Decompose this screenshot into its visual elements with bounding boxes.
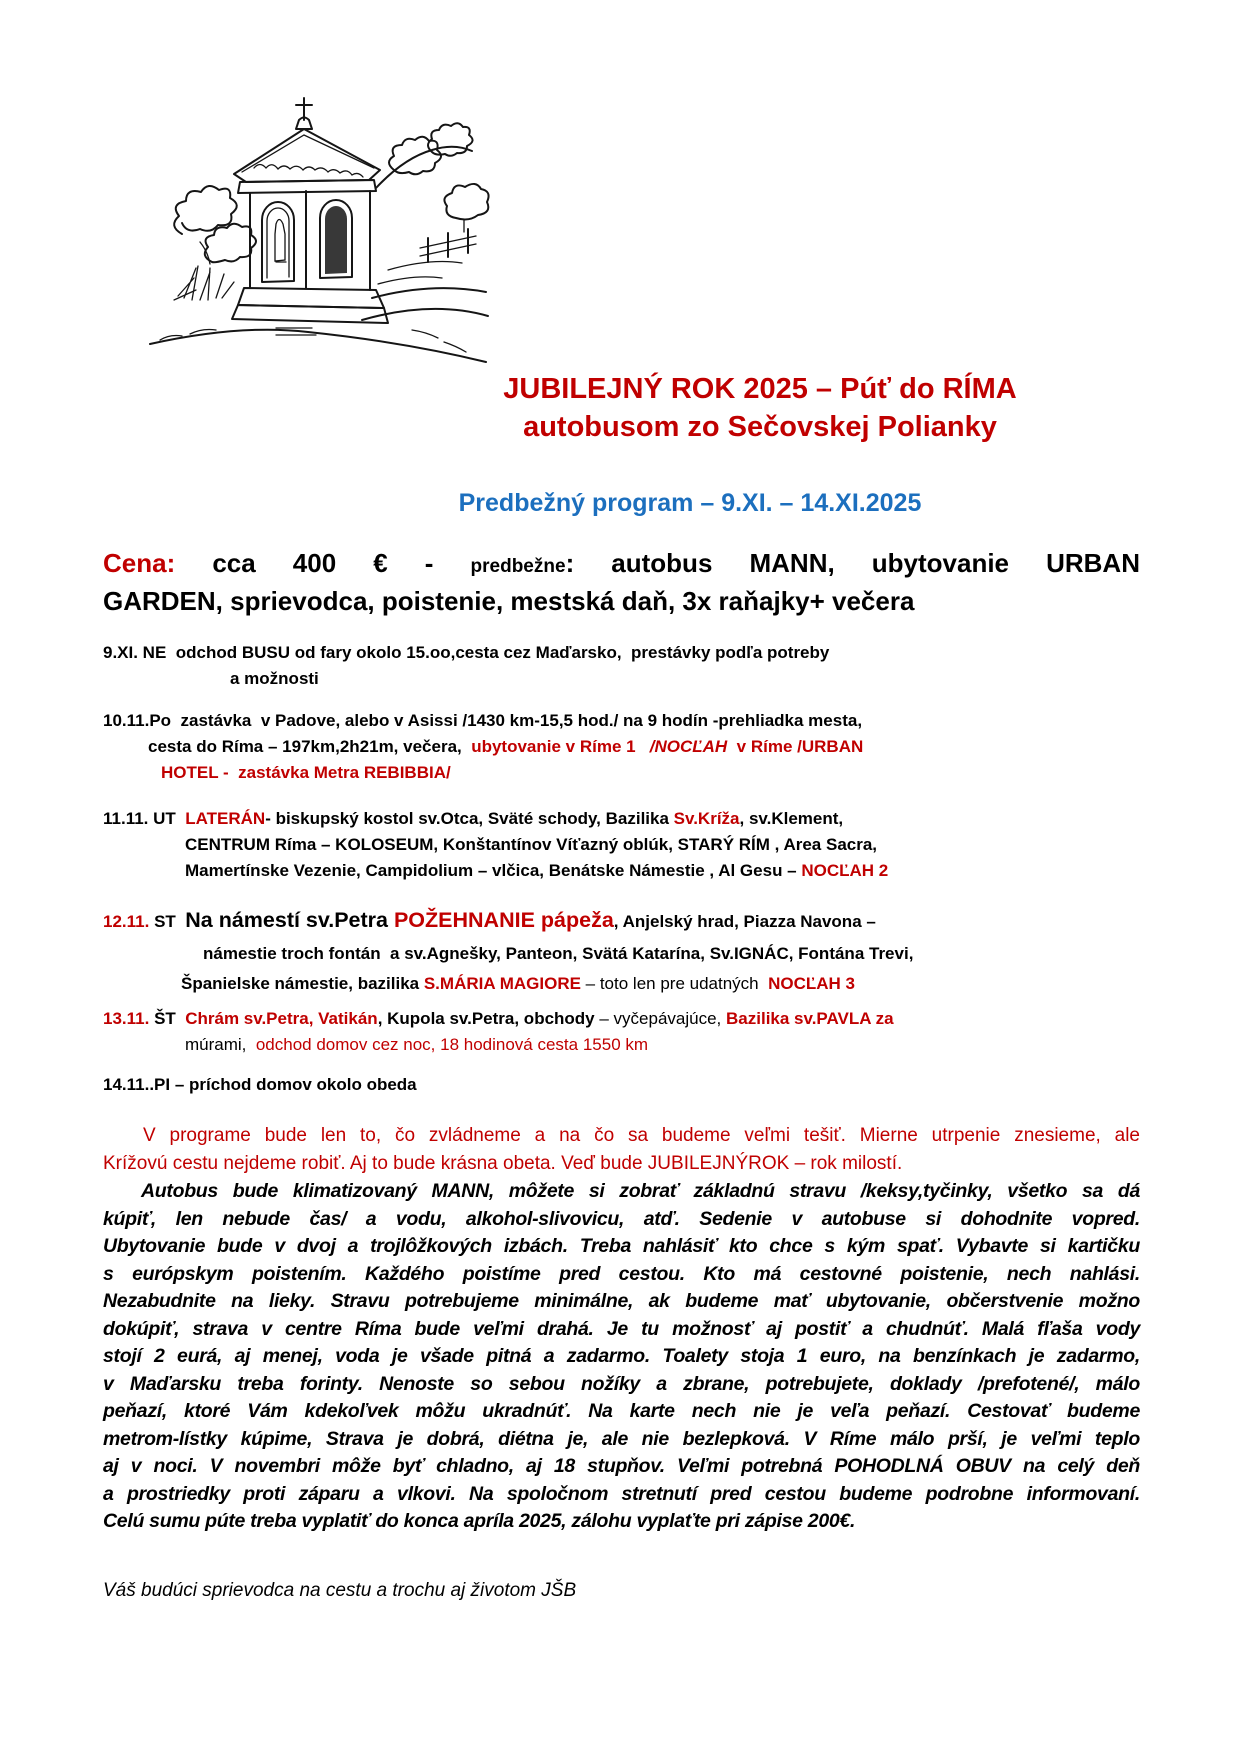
title-line-2: autobusom zo Sečovskej Polianky [523, 411, 997, 443]
notes-line: Krížovú cestu nejdeme robiť. Aj to bude krásna obeta. Veď bude JUBILEJNÝROK – rok milostí. [103, 1153, 903, 1174]
notes-line: a prostriedky proti záparu a vlkovi. Na spoločnom stretnutí pred cestou budeme podrobne informovaní. [103, 1482, 1140, 1505]
notes-line: stojí 2 eurá, aj menej, voda je všade pitná a zadarmo. Toalety stoja 1 euro, na benzínkach je zadarmo, [103, 1345, 1140, 1367]
notes-main-paragraph [103, 1178, 1140, 1536]
text-segment: 14.11..PI – príchod domov okolo obeda [103, 1075, 417, 1094]
text-segment: /NOCĽAH [649, 737, 728, 756]
text-segment: ŠT [154, 1009, 186, 1028]
notes-line: kúpiť, len nebude čas/ a vodu, alkohol-slivovicu, atď. Sedenie v autobuse si dohodnite vopred. [103, 1207, 1140, 1230]
text-segment: : autobus MANN, ubytovanie URBAN [565, 548, 1140, 578]
notes-line: metrom-lístky kúpime, Strava je dobrá, diétna je, ale nie bezlepková. V Ríme málo prší, je veľmi teplo [103, 1427, 1140, 1450]
text-segment: NOCĽAH 2 [801, 861, 889, 880]
notes-red-paragraph [103, 1122, 1140, 1178]
document-title [430, 370, 1090, 446]
text-segment: , Kupola sv.Petra, obchody [377, 1009, 600, 1028]
text-segment: S.MÁRIA MAGIORE [423, 974, 581, 993]
program-day-9 [103, 640, 1140, 692]
text-segment: 10.11.Po zastávka v Padove, alebo v Asissi /1430 km-15,5 hod./ na 9 hodín -prehliadka mesta, [103, 711, 863, 730]
chapel-illustration [126, 92, 490, 364]
document-subtitle: Predbežný program – 9.XI. – 14.XI.2025 [458, 489, 922, 517]
text-segment: 12.11. [103, 912, 155, 931]
notes-line: aj v noci. V novembri môže byť chladno, aj 18 stupňov. Veľmi potrebná POHODLNÁ OBUV na celý deň [103, 1455, 1140, 1477]
program-line [103, 806, 1140, 832]
price-line-1 [103, 546, 1140, 584]
notes-line: Celú sumu púte treba vyplatiť do konca apríla 2025, zálohu vyplaťte pri zápise 200€. [103, 1510, 856, 1532]
text-segment: Na námestí sv.Petra [185, 908, 394, 932]
price-label: Cena: [103, 548, 176, 578]
text-segment: 9.XI. NE odchod BUSU od fary okolo 15.oo,cesta cez Maďarsko, prestávky podľa potreby [103, 643, 830, 662]
text-segment: NOCĽAH 3 [768, 974, 855, 993]
program-line [103, 1032, 1140, 1058]
program-line [103, 1006, 1140, 1032]
program-day-14 [103, 1072, 1140, 1098]
text-segment: LATERÁN [185, 809, 266, 828]
notes-line: Autobus bude klimatizovaný MANN, môžete si zobrať základnú stravu /keksy,tyčinky, všetko sa dá [141, 1180, 1140, 1202]
text-segment: múrami, [185, 1035, 256, 1054]
notes-line: s európskym poistením. Každého poistíme pred cestou. Kto má cestovné poistenie, nech nahlási. [103, 1262, 1140, 1285]
closing-line: Váš budúci sprievodca na cestu a trochu aj životom JŠB [103, 1580, 577, 1601]
text-segment: cca 400 € - [212, 548, 434, 578]
program-day-13 [103, 1006, 1140, 1058]
text-segment: Mamertínske Vezenie, Campidolium – vlčica, Benátske Námestie , Al Gesu – [185, 861, 802, 880]
text-segment: Sv.Kríža [673, 809, 740, 828]
text-segment: predbežne [470, 556, 566, 577]
notes-line: peňazí, ktoré Vám kdekoľvek môžu ukradnúť. Na karte nech nie je veľa peňazí. Cestovať budeme [103, 1400, 1140, 1422]
notes-line: v Maďarsku treba forinty. Nenoste so sebou nožíky a zbrane, potrebujete, doklady /prefotené/, málo [103, 1372, 1140, 1395]
chapel-line-drawing-svg [126, 92, 490, 364]
notes-line: dokúpiť, strava v centre Ríma bude veľmi drahá. Je tu možnosť aj postiť a chudnúť. Malá fľaša vody [103, 1317, 1140, 1340]
text-segment: 11.11. UT [103, 809, 186, 828]
program-line [103, 760, 1140, 786]
notes-line: V programe bude len to, čo zvládneme a na čo sa budeme veľmi tešiť. Mierne utrpenie znesieme, ale [143, 1125, 1140, 1146]
price-block [103, 546, 1140, 618]
program-line [103, 666, 1140, 692]
program-line [103, 903, 1140, 939]
notes-line: Nezabudnite na lieky. Stravu potrebujeme minimálne, ak budeme mať ubytovanie, občerstvenie možno [103, 1290, 1140, 1312]
price-line-2: GARDEN, sprievodca, poistenie, mestská daň, 3x raňajky+ večera [103, 586, 915, 616]
program-line [103, 734, 1140, 760]
program-line [103, 1072, 1140, 1098]
notes-line: Ubytovanie bude v dvoj a trojlôžkových izbách. Treba nahlásiť kto chce s kým spať. Vybavte si kartičku [103, 1235, 1140, 1257]
program-day-12 [103, 903, 1140, 999]
text-segment: cesta do Ríma – 197km,2h21m, večera, [148, 737, 472, 756]
text-segment: odchod domov cez noc, 18 hodinová cesta 1550 km [255, 1035, 649, 1054]
text-segment: 13.11. [103, 1009, 155, 1028]
text-segment: – toto len pre udatných [580, 974, 769, 993]
title-line-1: JUBILEJNÝ ROK 2025 – Púť do RÍMA [503, 373, 1017, 405]
program-line [103, 640, 1140, 666]
text-segment: Bazilika sv.PAVLA za [726, 1009, 894, 1028]
program-line [103, 969, 1140, 999]
text-segment: Španielske námestie, bazilika [181, 974, 424, 993]
program-day-10 [103, 708, 1140, 786]
text-segment: - biskupský kostol sv.Otca, Sväté schody, Bazilika [265, 809, 674, 828]
program-line [103, 832, 1140, 858]
program-line [103, 858, 1140, 884]
text-segment: , Anjelský hrad, Piazza Navona – [613, 912, 876, 931]
text-segment: námestie troch fontán a sv.Agnešky, Panteon, Svätá Katarína, Sv.IGNÁC, Fontána Trevi, [203, 944, 914, 963]
text-segment: POŽEHNANIE pápeža [393, 908, 614, 932]
text-segment: CENTRUM Ríma – KOLOSEUM, Konštantínov Víťazný oblúk, STARÝ RÍM , Area Sacra, [185, 835, 878, 854]
text-segment: Chrám sv.Petra, Vatikán [185, 1009, 378, 1028]
program-line [103, 708, 1140, 734]
text-segment: ST [154, 912, 186, 931]
text-segment: a možnosti [230, 669, 319, 688]
program-day-11 [103, 806, 1140, 884]
text-segment: HOTEL - zastávka Metra REBIBBIA/ [161, 763, 451, 782]
text-segment: v Ríme /URBAN [727, 737, 864, 756]
text-segment: – vyčepávajúce, [599, 1009, 727, 1028]
text-segment: ubytovanie v Ríme 1 [471, 737, 650, 756]
text-segment: , sv.Klement, [739, 809, 844, 828]
program-line [103, 939, 1140, 969]
